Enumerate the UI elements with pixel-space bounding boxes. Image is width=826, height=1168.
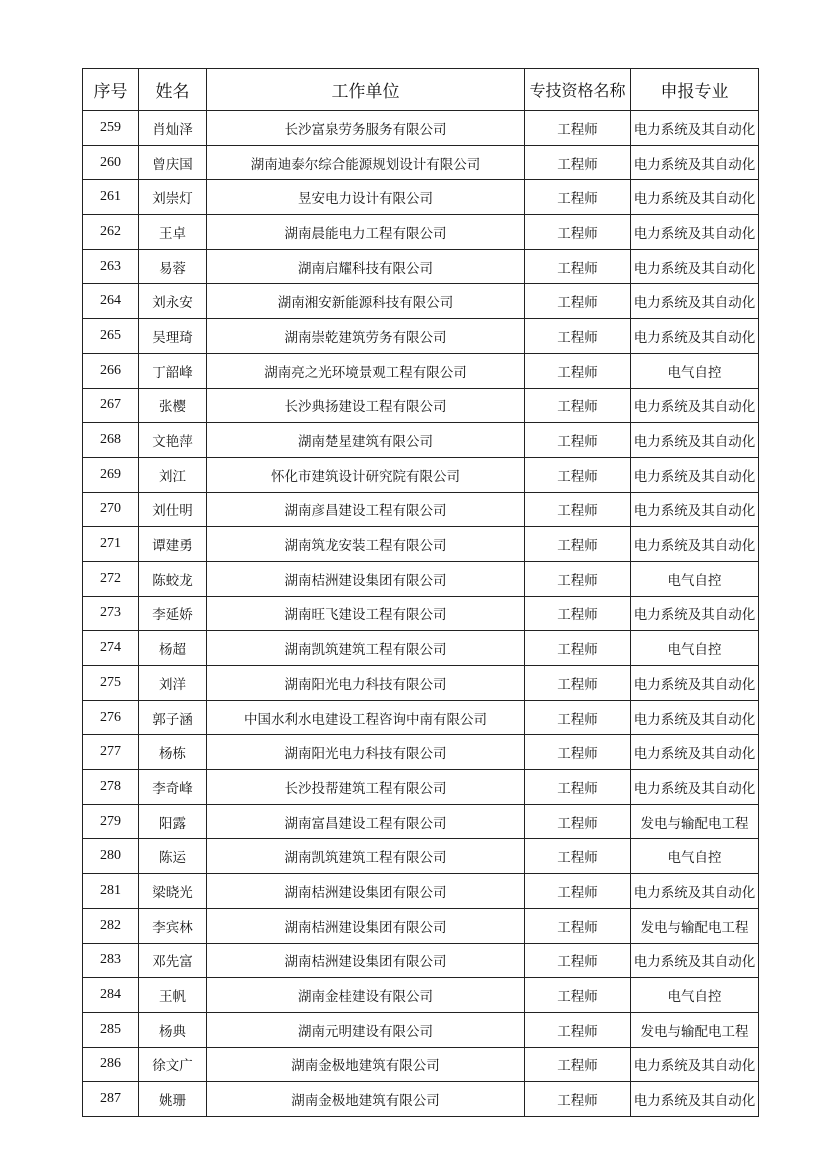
- cell-qualification: 工程师: [525, 388, 631, 423]
- table-body: [83, 111, 759, 1117]
- cell-specialty: 电力系统及其自动化: [631, 492, 759, 527]
- cell-name: 刘仕明: [139, 492, 207, 527]
- cell-name: 刘崇灯: [139, 180, 207, 215]
- header-specialty: 申报专业: [631, 69, 759, 111]
- cell-work-unit: 湖南桔洲建设集团有限公司: [207, 943, 525, 978]
- cell-specialty: 电力系统及其自动化: [631, 1047, 759, 1082]
- cell-name: 徐文广: [139, 1047, 207, 1082]
- cell-work-unit: 湖南桔洲建设集团有限公司: [207, 561, 525, 596]
- cell-work-unit: 湖南筑龙安装工程有限公司: [207, 527, 525, 562]
- table-row: [83, 145, 759, 180]
- cell-specialty: 电气自控: [631, 978, 759, 1013]
- cell-work-unit: 湖南启耀科技有限公司: [207, 249, 525, 284]
- cell-work-unit: 湖南崇乾建筑劳务有限公司: [207, 319, 525, 354]
- cell-name: 易蓉: [139, 249, 207, 284]
- cell-work-unit: 湖南富昌建设工程有限公司: [207, 804, 525, 839]
- cell-name: 张樱: [139, 388, 207, 423]
- cell-work-unit: 中国水利水电建设工程咨询中南有限公司: [207, 700, 525, 735]
- table-row: [83, 978, 759, 1013]
- table-row: [83, 666, 759, 701]
- table-row: [83, 908, 759, 943]
- cell-name: 李奇峰: [139, 770, 207, 805]
- cell-specialty: 电力系统及其自动化: [631, 1082, 759, 1117]
- cell-serial-number: 284: [83, 978, 139, 1013]
- cell-name: 杨超: [139, 631, 207, 666]
- cell-name: 谭建勇: [139, 527, 207, 562]
- cell-serial-number: 264: [83, 284, 139, 319]
- cell-work-unit: 湖南凯筑建筑工程有限公司: [207, 839, 525, 874]
- cell-name: 陈运: [139, 839, 207, 874]
- cell-serial-number: 280: [83, 839, 139, 874]
- cell-work-unit: 湖南旺飞建设工程有限公司: [207, 596, 525, 631]
- cell-specialty: 电力系统及其自动化: [631, 770, 759, 805]
- cell-name: 阳露: [139, 804, 207, 839]
- cell-name: 刘洋: [139, 666, 207, 701]
- cell-serial-number: 261: [83, 180, 139, 215]
- cell-work-unit: 湖南楚星建筑有限公司: [207, 423, 525, 458]
- cell-qualification: 工程师: [525, 284, 631, 319]
- table-row: [83, 874, 759, 909]
- cell-name: 刘永安: [139, 284, 207, 319]
- header-name: 姓名: [139, 69, 207, 111]
- cell-serial-number: 282: [83, 908, 139, 943]
- table-row: [83, 215, 759, 250]
- cell-serial-number: 268: [83, 423, 139, 458]
- cell-name: 郭子涵: [139, 700, 207, 735]
- cell-work-unit: 昱安电力设计有限公司: [207, 180, 525, 215]
- cell-specialty: 电气自控: [631, 631, 759, 666]
- cell-name: 姚珊: [139, 1082, 207, 1117]
- table-row: [83, 423, 759, 458]
- table-row: [83, 770, 759, 805]
- cell-name: 吴理琦: [139, 319, 207, 354]
- cell-specialty: 电力系统及其自动化: [631, 423, 759, 458]
- table-row: [83, 943, 759, 978]
- cell-qualification: 工程师: [525, 457, 631, 492]
- cell-name: 王卓: [139, 215, 207, 250]
- cell-work-unit: 湖南迪泰尔综合能源规划设计有限公司: [207, 145, 525, 180]
- cell-work-unit: 湖南金极地建筑有限公司: [207, 1047, 525, 1082]
- cell-serial-number: 275: [83, 666, 139, 701]
- cell-qualification: 工程师: [525, 1012, 631, 1047]
- cell-name: 刘江: [139, 457, 207, 492]
- cell-qualification: 工程师: [525, 423, 631, 458]
- cell-qualification: 工程师: [525, 839, 631, 874]
- cell-serial-number: 278: [83, 770, 139, 805]
- qualification-list-table-wrapper: [82, 68, 758, 1117]
- table-row: [83, 319, 759, 354]
- cell-specialty: 电力系统及其自动化: [631, 666, 759, 701]
- cell-name: 李宾林: [139, 908, 207, 943]
- table-row: [83, 457, 759, 492]
- cell-qualification: 工程师: [525, 700, 631, 735]
- cell-serial-number: 273: [83, 596, 139, 631]
- cell-serial-number: 271: [83, 527, 139, 562]
- cell-serial-number: 262: [83, 215, 139, 250]
- cell-specialty: 电力系统及其自动化: [631, 596, 759, 631]
- cell-work-unit: 湖南元明建设有限公司: [207, 1012, 525, 1047]
- cell-qualification: 工程师: [525, 527, 631, 562]
- cell-specialty: 发电与输配电工程: [631, 1012, 759, 1047]
- cell-work-unit: 湖南金极地建筑有限公司: [207, 1082, 525, 1117]
- cell-qualification: 工程师: [525, 596, 631, 631]
- header-serial-number: 序号: [83, 69, 139, 111]
- cell-serial-number: 286: [83, 1047, 139, 1082]
- cell-serial-number: 281: [83, 874, 139, 909]
- cell-qualification: 工程师: [525, 180, 631, 215]
- table-row: [83, 111, 759, 146]
- header-work-unit: 工作单位: [207, 69, 525, 111]
- cell-name: 丁韶峰: [139, 353, 207, 388]
- cell-specialty: 电力系统及其自动化: [631, 284, 759, 319]
- cell-serial-number: 283: [83, 943, 139, 978]
- cell-serial-number: 267: [83, 388, 139, 423]
- cell-serial-number: 272: [83, 561, 139, 596]
- cell-qualification: 工程师: [525, 1047, 631, 1082]
- cell-serial-number: 274: [83, 631, 139, 666]
- cell-work-unit: 湖南凯筑建筑工程有限公司: [207, 631, 525, 666]
- cell-work-unit: 湖南彦昌建设工程有限公司: [207, 492, 525, 527]
- table-row: [83, 1012, 759, 1047]
- cell-specialty: 电气自控: [631, 839, 759, 874]
- cell-specialty: 电力系统及其自动化: [631, 943, 759, 978]
- table-row: [83, 492, 759, 527]
- cell-qualification: 工程师: [525, 804, 631, 839]
- cell-name: 杨典: [139, 1012, 207, 1047]
- cell-name: 文艳萍: [139, 423, 207, 458]
- cell-work-unit: 湖南桔洲建设集团有限公司: [207, 908, 525, 943]
- cell-specialty: 发电与输配电工程: [631, 804, 759, 839]
- cell-specialty: 电力系统及其自动化: [631, 249, 759, 284]
- cell-work-unit: 怀化市建筑设计研究院有限公司: [207, 457, 525, 492]
- cell-qualification: 工程师: [525, 353, 631, 388]
- table-row: [83, 735, 759, 770]
- cell-qualification: 工程师: [525, 215, 631, 250]
- cell-specialty: 电力系统及其自动化: [631, 215, 759, 250]
- cell-qualification: 工程师: [525, 111, 631, 146]
- cell-serial-number: 287: [83, 1082, 139, 1117]
- cell-serial-number: 270: [83, 492, 139, 527]
- cell-work-unit: 湖南亮之光环境景观工程有限公司: [207, 353, 525, 388]
- cell-name: 肖灿泽: [139, 111, 207, 146]
- table-row: [83, 631, 759, 666]
- table-row: [83, 180, 759, 215]
- cell-serial-number: 279: [83, 804, 139, 839]
- cell-work-unit: 湖南桔洲建设集团有限公司: [207, 874, 525, 909]
- cell-qualification: 工程师: [525, 908, 631, 943]
- cell-serial-number: 269: [83, 457, 139, 492]
- cell-work-unit: 湖南湘安新能源科技有限公司: [207, 284, 525, 319]
- cell-qualification: 工程师: [525, 666, 631, 701]
- cell-serial-number: 277: [83, 735, 139, 770]
- cell-qualification: 工程师: [525, 735, 631, 770]
- table-row: [83, 839, 759, 874]
- cell-serial-number: 285: [83, 1012, 139, 1047]
- cell-qualification: 工程师: [525, 770, 631, 805]
- table-row: [83, 700, 759, 735]
- cell-specialty: 发电与输配电工程: [631, 908, 759, 943]
- cell-qualification: 工程师: [525, 874, 631, 909]
- table-row: [83, 596, 759, 631]
- cell-specialty: 电力系统及其自动化: [631, 180, 759, 215]
- cell-work-unit: 湖南阳光电力科技有限公司: [207, 666, 525, 701]
- table-row: [83, 804, 759, 839]
- header-qualification: 专技资格名称: [525, 69, 631, 111]
- table-row: [83, 1082, 759, 1117]
- cell-name: 梁晓光: [139, 874, 207, 909]
- cell-serial-number: 263: [83, 249, 139, 284]
- cell-qualification: 工程师: [525, 145, 631, 180]
- table-row: [83, 561, 759, 596]
- cell-specialty: 电力系统及其自动化: [631, 700, 759, 735]
- cell-specialty: 电气自控: [631, 353, 759, 388]
- cell-specialty: 电气自控: [631, 561, 759, 596]
- cell-specialty: 电力系统及其自动化: [631, 145, 759, 180]
- cell-serial-number: 259: [83, 111, 139, 146]
- table-header-row: [83, 69, 759, 111]
- cell-qualification: 工程师: [525, 631, 631, 666]
- cell-work-unit: 长沙富泉劳务服务有限公司: [207, 111, 525, 146]
- cell-name: 曾庆国: [139, 145, 207, 180]
- cell-work-unit: 湖南阳光电力科技有限公司: [207, 735, 525, 770]
- cell-specialty: 电力系统及其自动化: [631, 735, 759, 770]
- cell-specialty: 电力系统及其自动化: [631, 457, 759, 492]
- cell-name: 王帆: [139, 978, 207, 1013]
- cell-specialty: 电力系统及其自动化: [631, 319, 759, 354]
- cell-qualification: 工程师: [525, 319, 631, 354]
- cell-name: 杨栋: [139, 735, 207, 770]
- cell-name: 陈蛟龙: [139, 561, 207, 596]
- cell-serial-number: 276: [83, 700, 139, 735]
- table-row: [83, 1047, 759, 1082]
- cell-serial-number: 266: [83, 353, 139, 388]
- cell-qualification: 工程师: [525, 943, 631, 978]
- cell-work-unit: 长沙投帮建筑工程有限公司: [207, 770, 525, 805]
- table-row: [83, 249, 759, 284]
- cell-specialty: 电力系统及其自动化: [631, 388, 759, 423]
- cell-qualification: 工程师: [525, 978, 631, 1013]
- table-row: [83, 388, 759, 423]
- cell-specialty: 电力系统及其自动化: [631, 111, 759, 146]
- table-row: [83, 284, 759, 319]
- cell-qualification: 工程师: [525, 1082, 631, 1117]
- qualification-list-table: [82, 68, 759, 1117]
- cell-serial-number: 265: [83, 319, 139, 354]
- cell-work-unit: 湖南金桂建设有限公司: [207, 978, 525, 1013]
- table-row: [83, 353, 759, 388]
- cell-qualification: 工程师: [525, 561, 631, 596]
- table-row: [83, 527, 759, 562]
- cell-qualification: 工程师: [525, 492, 631, 527]
- cell-work-unit: 湖南晨能电力工程有限公司: [207, 215, 525, 250]
- cell-serial-number: 260: [83, 145, 139, 180]
- cell-name: 李延娇: [139, 596, 207, 631]
- cell-work-unit: 长沙典扬建设工程有限公司: [207, 388, 525, 423]
- cell-name: 邓先富: [139, 943, 207, 978]
- cell-specialty: 电力系统及其自动化: [631, 874, 759, 909]
- cell-specialty: 电力系统及其自动化: [631, 527, 759, 562]
- cell-qualification: 工程师: [525, 249, 631, 284]
